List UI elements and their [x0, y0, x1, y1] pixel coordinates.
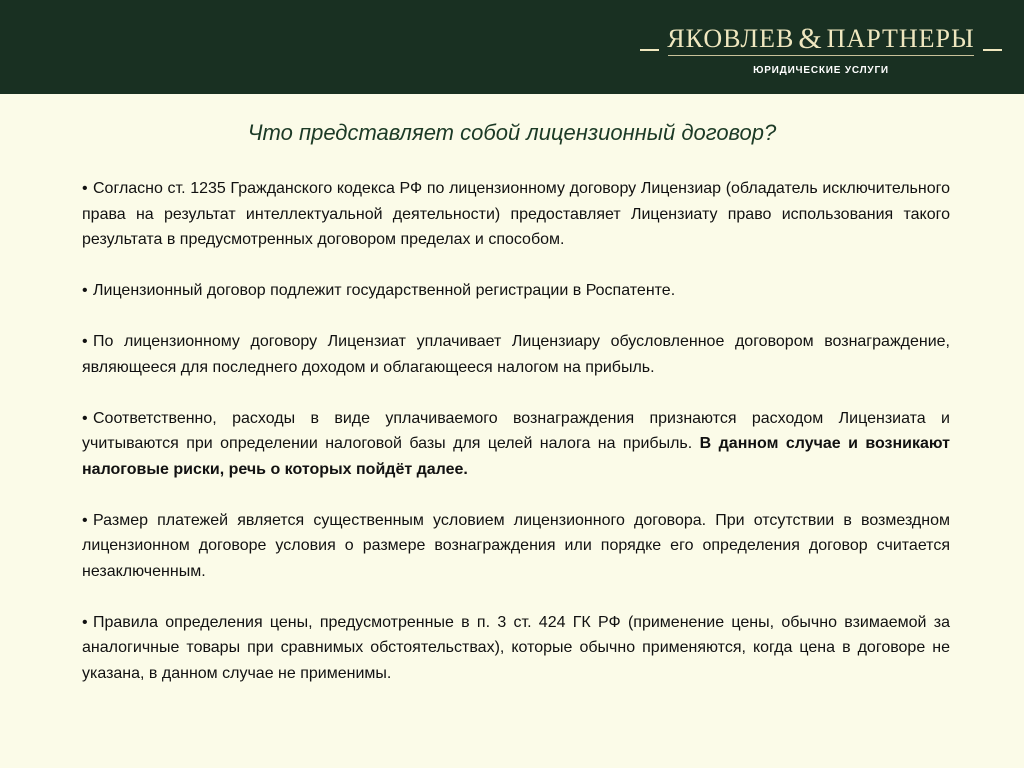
paragraph-6: [82, 610, 950, 687]
brand-logo: [640, 24, 1002, 76]
brand-ampersand: &: [798, 22, 823, 55]
paragraph-text: Согласно ст. 1235 Гражданского кодекса РФ по лицензионному договору Лицензиар (обладатель исключительного права на результат интеллектуальной деятельности) предоставляет Лицензиату право использования такого результата в предусмотренных договором пределах и способом.: [82, 180, 950, 248]
bullet-icon: •: [82, 613, 88, 631]
bullet-icon: •: [82, 409, 88, 427]
brand-underline: [668, 55, 974, 56]
bullet-icon: •: [82, 282, 88, 299]
paragraph-text: Соответственно, расходы в виде уплачиваемого вознаграждения признаются расходом Лицензиата и учитываются при определении налоговой базы для целей налога на прибыль.: [82, 409, 950, 452]
brand-name-left: ЯКОВЛЕВ: [667, 24, 795, 53]
paragraph-4: [82, 406, 950, 483]
paragraph-text: Лицензионный договор подлежит государственной регистрации в Роспатенте.: [93, 282, 676, 299]
bullet-icon: •: [82, 511, 88, 529]
paragraph-2: [82, 278, 950, 304]
brand-subtitle: ЮРИДИЧЕСКИЕ УСЛУГИ: [753, 65, 889, 76]
paragraph-5: [82, 508, 950, 585]
bullet-icon: •: [82, 333, 88, 350]
paragraph-1: [82, 176, 950, 253]
brand-name-right: ПАРТНЕРЫ: [826, 24, 975, 53]
paragraph-emphasis: В данном случае и возникают налоговые риски, речь о которых пойдёт далее.: [82, 435, 951, 478]
content-body: [82, 176, 950, 712]
brand-name: [640, 24, 1002, 54]
paragraph-3: [82, 329, 950, 380]
brand-right-rule: [983, 49, 1002, 51]
paragraph-text: По лицензионному договору Лицензиат уплачивает Лицензиару обусловленное договором вознаграждение, являющееся для последнего доходом и облагающееся налогом на прибыль.: [82, 333, 950, 376]
paragraph-text: Размер платежей является существенным условием лицензионного договора. При отсутствии в возмездном лицензионном договоре условия о размере вознаграждения или порядке его определения договор считается незаключенным.: [82, 511, 950, 580]
header-bar: [0, 0, 1024, 94]
brand-left-rule: [640, 49, 659, 51]
paragraph-text: Правила определения цены, предусмотренные в п. 3 ст. 424 ГК РФ (применение цены, обычно взимаемой за аналогичные товары при сравнимых обстоятельствах), которые обычно применяются, когда цена в договоре не указана, в данном случае не применимы.: [82, 613, 950, 682]
page-title: Что представляет собой лицензионный договор?: [247, 120, 777, 145]
bullet-icon: •: [82, 180, 88, 197]
